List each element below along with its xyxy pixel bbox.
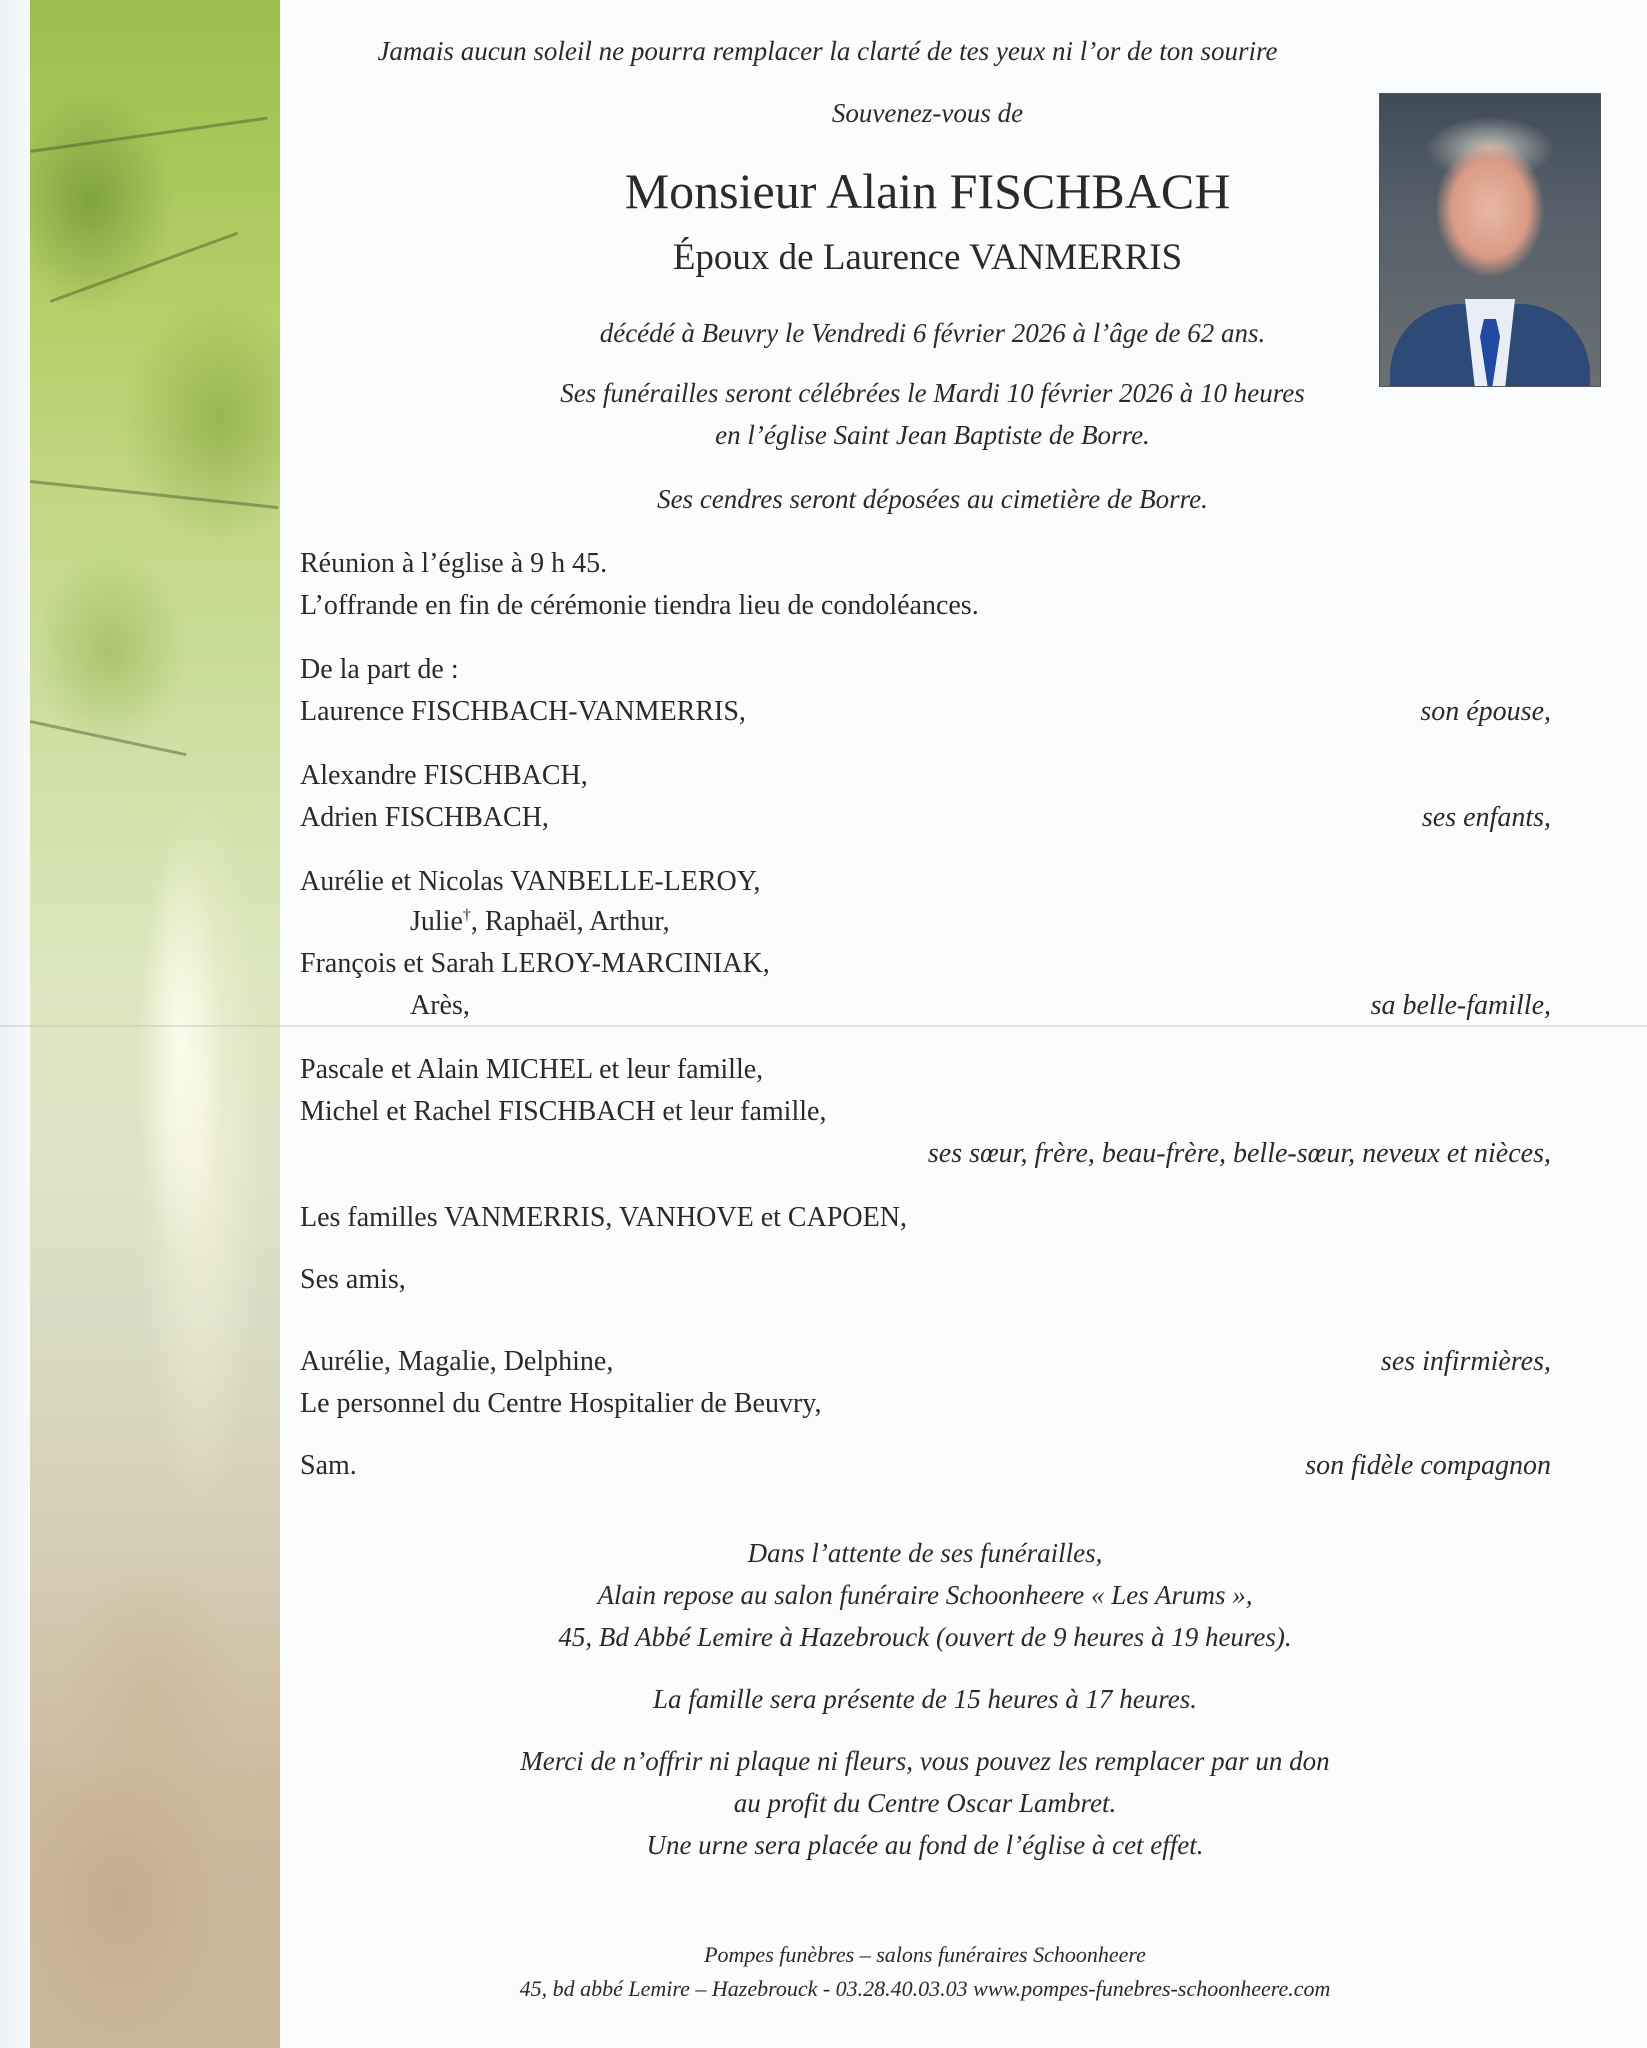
souvenez-heading: Souvenez-vous de [831,98,1024,128]
grandchild-name: Julie [410,906,463,937]
spouse-line: Époux de Laurence VANMERRIS [672,237,1183,278]
viewing-location: Alain repose au salon funéraire Schoonheere « Les Arums », [597,1580,1253,1610]
family-intro: De la part de : [300,654,459,685]
donation-urn: Une urne sera placée au fond de l’église à cet effet. [646,1830,1204,1860]
donation-request: Merci de n’offrir ni plaque ni fleurs, vous pouvez les remplacer par un don [520,1746,1330,1776]
in-law-name: Aurélie et Nicolas VANBELLE-LEROY, [300,866,761,897]
in-law-child: Arès, [410,990,470,1021]
viewing-line: Dans l’attente de ses funérailles, [747,1538,1103,1568]
children-role: ses enfants, [1421,802,1551,833]
deceased-name: Monsieur Alain FISCHBACH [624,163,1231,219]
tree-branch [30,720,187,756]
funeral-home-name: Pompes funèbres – salons funéraires Schoonheere [704,1942,1146,1967]
portrait-photo [1379,93,1601,387]
extended-families: Les familles VANMERRIS, VANHOVE et CAPOEN, [300,1202,907,1233]
fold-line [0,1025,1647,1027]
child-name: Alexandre FISCHBACH, [300,760,588,791]
spouse-role: son épouse, [1420,696,1551,727]
in-laws-role: sa belle-famille, [1370,990,1551,1021]
sibling-family: Michel et Rachel FISCHBACH et leur famille, [300,1096,827,1127]
forest-path-image [30,0,280,2048]
siblings-role: ses sœur, frère, beau-frère, belle-sœur, neveux et nièces, [927,1138,1551,1169]
tree-branch [30,480,279,509]
epigraph: Jamais aucun soleil ne pourra remplacer la clarté de tes yeux ni l’or de ton sourire [377,36,1278,66]
hospital-staff: Le personnel du Centre Hospitalier de Beuvry, [300,1388,822,1419]
pet-role: son fidèle compagnon [1305,1450,1551,1481]
nurses-names: Aurélie, Magalie, Delphine, [300,1346,614,1377]
grandchildren-names [410,906,670,938]
spouse-name: Laurence FISCHBACH-VANMERRIS, [300,696,746,727]
funeral-place: en l’église Saint Jean Baptiste de Borre. [715,420,1150,450]
nurses-role: ses infirmières, [1380,1346,1551,1377]
funeral-home-contact: 45, bd abbé Lemire – Hazebrouck - 03.28.40.03.03 www.pompes-funebres-schoonheere.com [519,1976,1331,2001]
death-notice: décédé à Beuvry le Vendredi 6 février 2026 à l’âge de 62 ans. [599,318,1266,348]
friends-line: Ses amis, [300,1264,406,1295]
ashes-notice: Ses cendres seront déposées au cimetière de Borre. [657,484,1208,514]
sibling-family: Pascale et Alain MICHEL et leur famille, [300,1054,764,1085]
tree-branch [49,232,238,303]
viewing-address: 45, Bd Abbé Lemire à Hazebrouck (ouvert de 9 heures à 19 heures). [558,1622,1292,1652]
family-presence: La famille sera présente de 15 heures à 17 heures. [653,1684,1197,1714]
reunion-line: Réunion à l’église à 9 h 45. [300,548,608,579]
funeral-date: Ses funérailles seront célébrées le Mardi 10 février 2026 à 10 heures [560,378,1305,408]
offrande-line: L’offrande en fin de cérémonie tiendra lieu de condoléances. [300,590,979,621]
grandchildren-rest: , Raphaël, Arthur, [470,906,670,937]
in-law-name: François et Sarah LEROY-MARCINIAK, [300,948,770,979]
deceased-cross-mark: † [462,906,471,924]
pet-name: Sam. [300,1450,357,1481]
child-name: Adrien FISCHBACH, [300,802,549,833]
tree-branch [30,117,268,153]
donation-beneficiary: au profit du Centre Oscar Lambret. [733,1788,1117,1818]
paper-edge [0,0,30,2048]
